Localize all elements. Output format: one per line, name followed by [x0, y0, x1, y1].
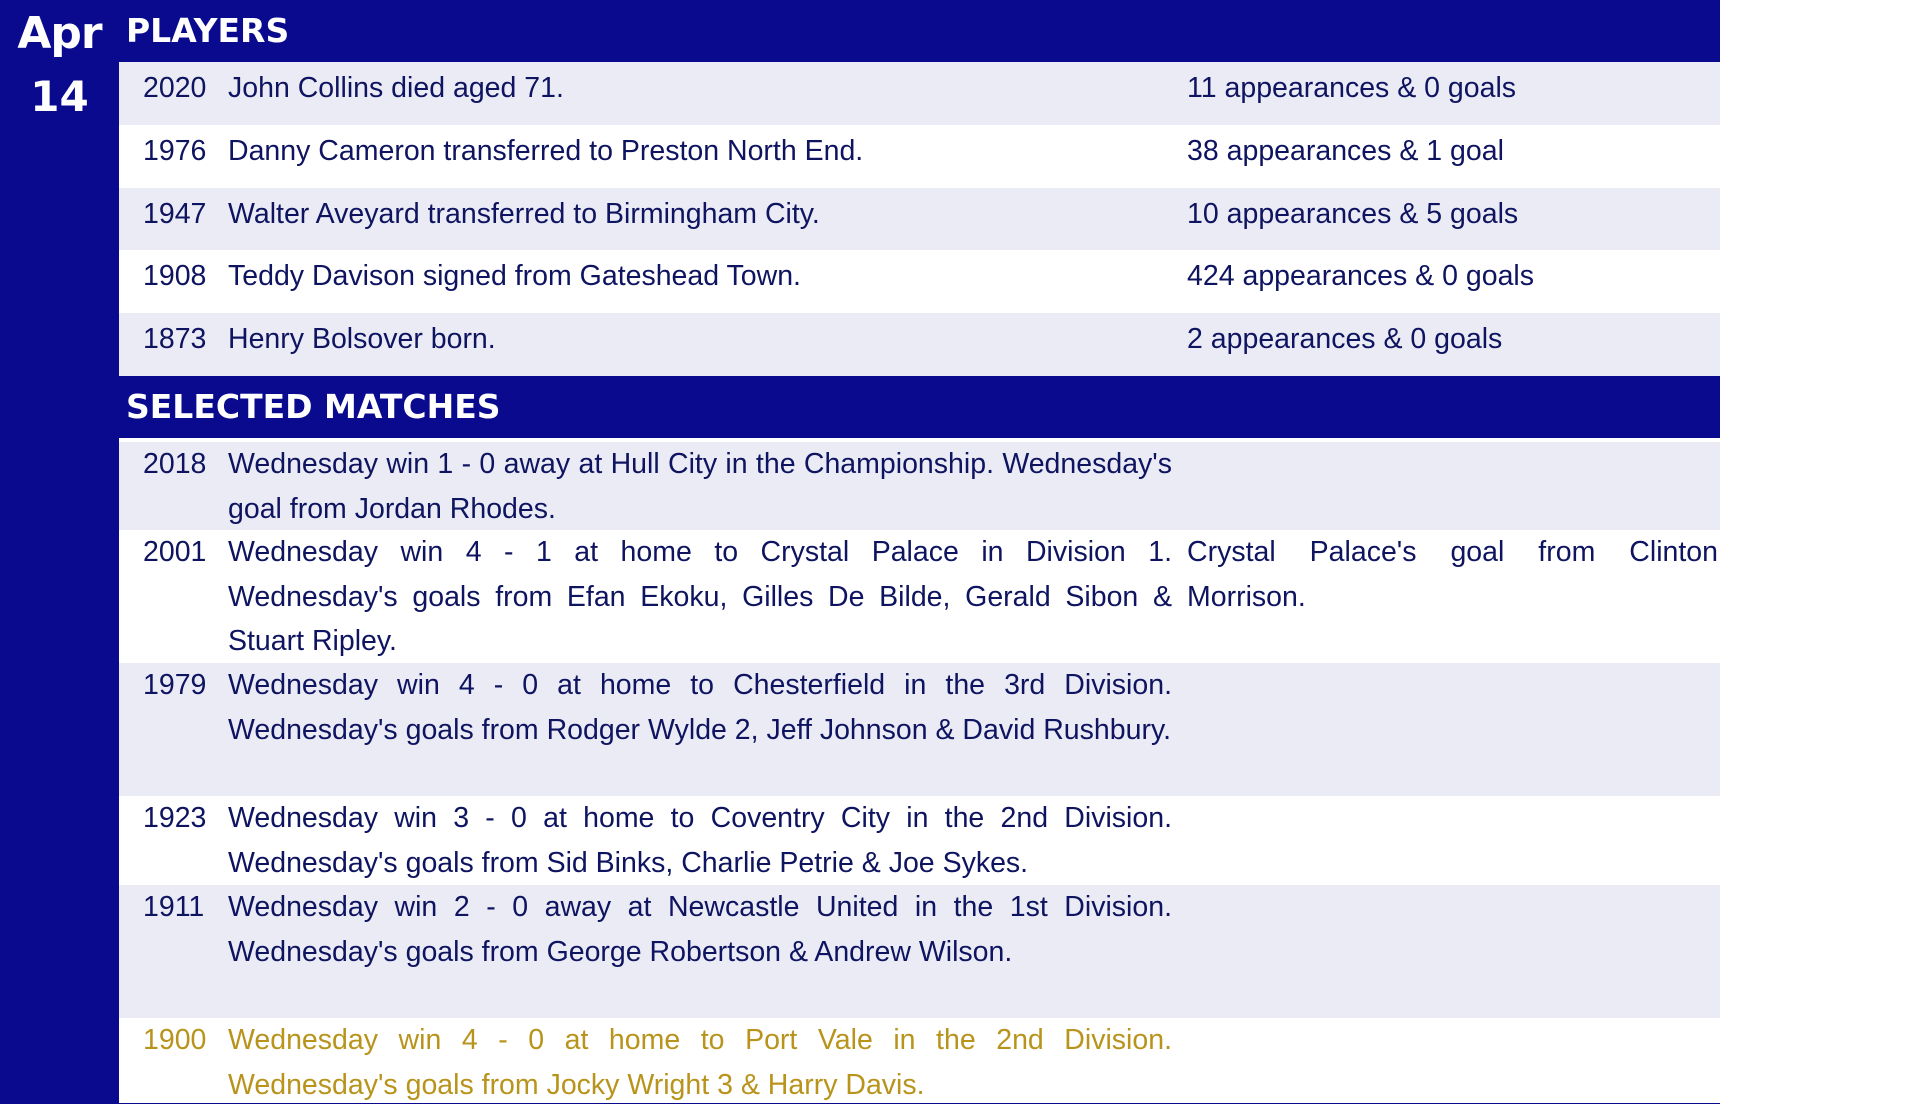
player-row [119, 313, 1720, 376]
date-strip [0, 0, 119, 1104]
player-row [119, 62, 1720, 125]
player-text: Henry Bolsover born. [228, 323, 496, 355]
match-text: Wednesday win 1 - 0 away at Hull City in the Championship. Wednesday's goal from Jordan Rhodes. [228, 448, 1172, 525]
match-row [119, 796, 1720, 885]
player-year: 1976 [143, 135, 207, 167]
match-row-highlight [119, 1018, 1720, 1104]
player-text: Teddy Davison signed from Gateshead Town. [228, 260, 801, 292]
player-row [119, 125, 1720, 188]
matches-header: SELECTED MATCHES [119, 376, 1720, 438]
player-text: Walter Aveyard transferred to Birmingham City. [228, 198, 820, 230]
match-text: Wednesday win 4 - 1 at home to Crystal Palace in Division 1. Wednesday's goals from Efan Ekoku, Gilles De Bilde, Gerald Sibon & Stuart Ripley. [228, 536, 1172, 657]
match-year: 2018 [143, 448, 207, 480]
player-year: 1908 [143, 260, 207, 292]
player-stat: 2 appearances & 0 goals [1187, 323, 1503, 355]
match-year: 2001 [143, 536, 207, 568]
player-stat: 11 appearances & 0 goals [1187, 72, 1517, 104]
player-year: 2020 [143, 72, 207, 104]
player-text: Danny Cameron transferred to Preston North End. [228, 135, 864, 167]
match-text: Wednesday win 3 - 0 at home to Coventry City in the 2nd Division. Wednesday's goals from Sid Binks, Charlie Petrie & Joe Sykes. [228, 802, 1172, 879]
match-row [119, 663, 1720, 796]
player-stat: 424 appearances & 0 goals [1187, 260, 1535, 292]
match-row [119, 530, 1720, 663]
player-year: 1873 [143, 323, 207, 355]
match-year: 1911 [143, 891, 205, 923]
player-stat: 38 appearances & 1 goal [1187, 135, 1504, 167]
date-day: 14 [30, 72, 89, 121]
players-header: PLAYERS [119, 0, 1720, 62]
match-text: Wednesday win 2 - 0 away at Newcastle United in the 1st Division. Wednesday's goals from George Robertson & Andrew Wilson. [228, 891, 1172, 968]
match-year: 1979 [143, 669, 207, 701]
match-row [119, 885, 1720, 1018]
player-stat: 10 appearances & 5 goals [1187, 198, 1519, 230]
player-text: John Collins died aged 71. [228, 72, 564, 104]
player-row [119, 188, 1720, 250]
match-text: Wednesday win 4 - 0 at home to Chesterfield in the 3rd Division. Wednesday's goals from Rodger Wylde 2, Jeff Johnson & David Rushbury. [228, 669, 1172, 746]
player-row [119, 250, 1720, 313]
date-month: Apr [17, 8, 102, 59]
match-text: Wednesday win 4 - 0 at home to Port Vale in the 2nd Division. Wednesday's goals from Jocky Wright 3 & Harry Davis. [228, 1024, 1172, 1101]
match-year: 1900 [143, 1024, 207, 1056]
match-row [119, 442, 1720, 530]
match-year: 1923 [143, 802, 207, 834]
player-year: 1947 [143, 198, 207, 230]
match-note: Crystal Palace's goal from Clinton Morrison. [1187, 536, 1718, 613]
